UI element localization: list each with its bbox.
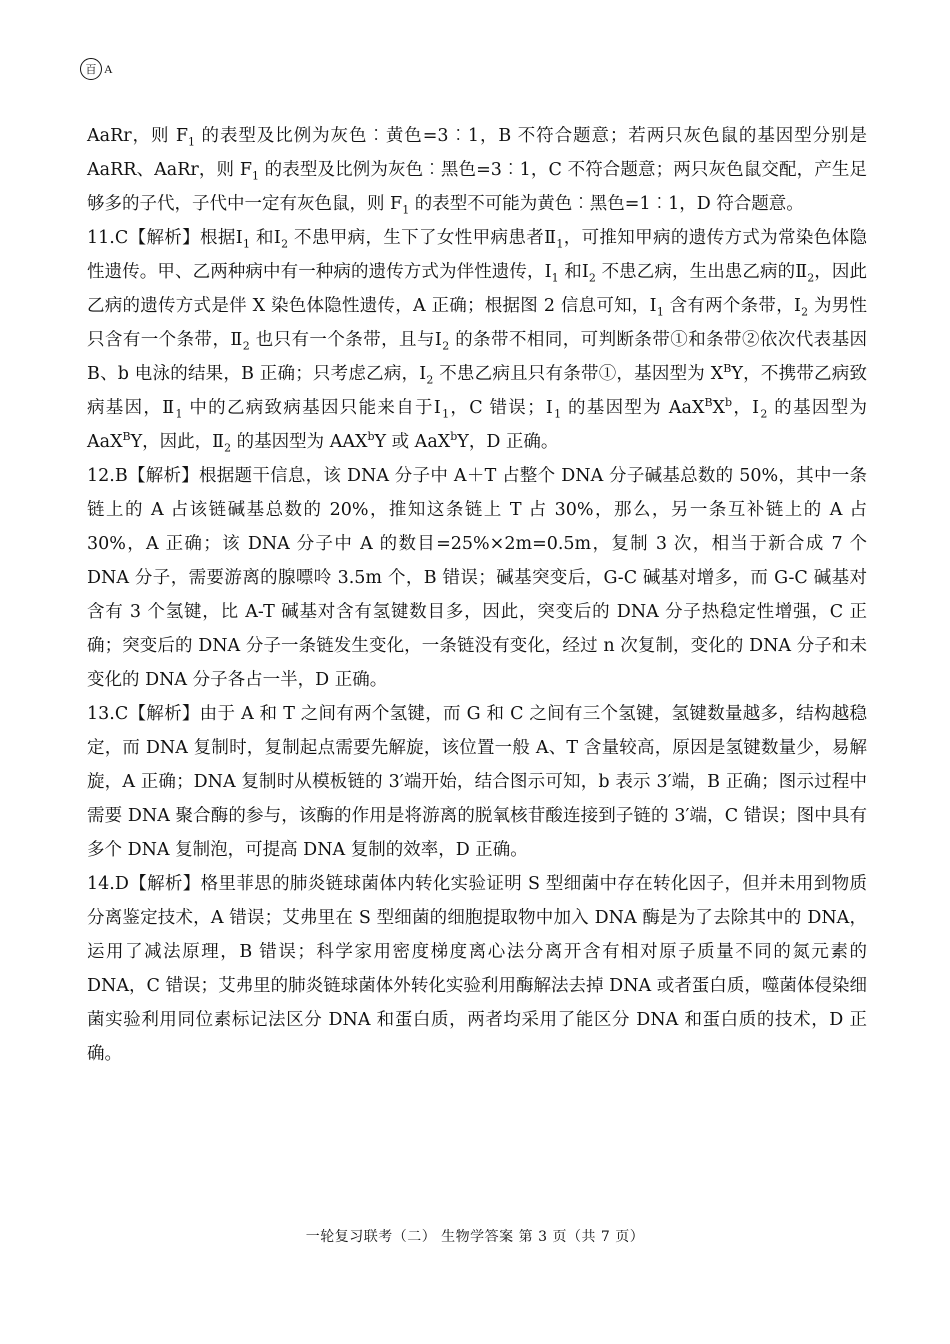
paragraph-q10-continued: AaRr，则 $F_1$ 的表型及比例为灰色︰黄色=3︰1，B 不符合题意；若两只灰色鼠的基因型分别是AaRR、AaRr，则 $F_1$ 的表型及比例为灰色︰黑色=3︰1，C 不符合题意；两只灰色鼠交配，产生足够多的子代，子代中一定有灰色鼠，则 $F_1$ 的表型不可能为黄色︰黑色=1︰1，D 符合题意。 [87, 126, 867, 217]
answer-content [87, 119, 867, 1071]
logo-seal-icon: 百 [80, 58, 102, 80]
page-footer: 一轮复习联考（二） 生物学答案 第 3 页（共 7 页） [305, 1229, 645, 1245]
paragraph-q14: 14.D【解析】格里菲思的肺炎链球菌体内转化实验证明 S 型细菌中存在转化因子，但并未用到物质分离鉴定技术，A 错误；艾弗里在 S 型细菌的细胞提取物中加入 DNA 酶是为了去除其中的 DNA，运用了减法原理，B 错误；科学家用密度梯度离心法分离开含有相对原子质量不同的氮元素的 DNA，C 错误；艾弗里的肺炎链球菌体外转化实验利用酶解法去掉 DNA 或者蛋白质，噬菌体侵染细菌实验利用同位素标记法区分 DNA 和蛋白质，两者均采用了能区分 DNA 和蛋白质的技术，D 正确。 [87, 874, 867, 1064]
paragraph-q12: 12.B【解析】根据题干信息，该 DNA 分子中 A＋T 占整个 DNA 分子碱基总数的 50%，其中一条链上的 A 占该链碱基总数的 20%，推知这条链上 T 占 30%，那么，另一条互补链上的 A 占 30%，A 正确；该 DNA 分子中 A 的数目=25%×2m=0.5m，复制 3 次，相当于新合成 7 个 DNA 分子，需要游离的腺嘌呤 3.5m 个，B 错误；碱基突变后，G-C 碱基对增多，而 G-C 碱基对含有 3 个氢键，比 A-T 碱基对含有氢键数目多，因此，突变后的 DNA 分子热稳定性增强，C 正确；突变后的 DNA 分子一条链发生变化，一条链没有变化，经过 n 次复制，变化的 DNA 分子和未变化的 DNA 分子各占一半，D 正确。 [87, 466, 867, 690]
header-logo [80, 58, 113, 80]
logo-letter: A [104, 61, 113, 76]
paragraph-q13: 13.C【解析】由于 A 和 T 之间有两个氢键，而 G 和 C 之间有三个氢键，氢键数量越多，结构越稳定，而 DNA 复制时，复制起点需要先解旋，该位置一般 A、T 含量较高，原因是氢键数量少，易解旋，A 正确；DNA 复制时从模板链的 3′端开始，结合图示可知，b 表示 3′端，B 正确；图示过程中需要 DNA 聚合酶的参与，该酶的作用是将游离的脱氧核苷酸连接到子链的 3′端，C 错误；图中具有多个 DNA 复制泡，可提高 DNA 复制的效率，D 正确。 [87, 704, 867, 860]
paragraph-q11: 11.C【解析】根据$Ⅰ_1$ 和$Ⅰ_2$ 不患甲病，生下了女性甲病患者$Ⅱ_1$，可推知甲病的遗传方式为常染色体隐性遗传。甲、乙两种病中有一种病的遗传方式为伴性遗传，$Ⅰ_1$ 和$Ⅰ_2$ 不患乙病，生出患乙病的$Ⅱ_2$，因此乙病的遗传方式是伴 X 染色体隐性遗传，A 正确；根据图 2 信息可知，$Ⅰ_1$ 含有两个条带，$Ⅰ_2$ 为男性只含有一个条带，$Ⅱ_2$ 也只有一个条带，且与$Ⅰ_2$ 的条带不相同，可判断条带①和条带②依次代表基因 B、b 电泳的结果，B 正确；只考虑乙病，$Ⅰ_2$ 不患乙病且只有条带①，基因型为 $X^BY$，不携带乙病致病基因，$Ⅱ_1$ 中的乙病致病基因只能来自于$Ⅰ_1$，C 错误；$Ⅰ_1$ 的基因型为 $AaX^BX^b$，$Ⅰ_2$ 的基因型为 AaX$^B$Y，因此，$Ⅱ_2$ 的基因型为 AAX$^b$Y 或 AaX$^b$Y，D 正确。 [87, 228, 867, 455]
